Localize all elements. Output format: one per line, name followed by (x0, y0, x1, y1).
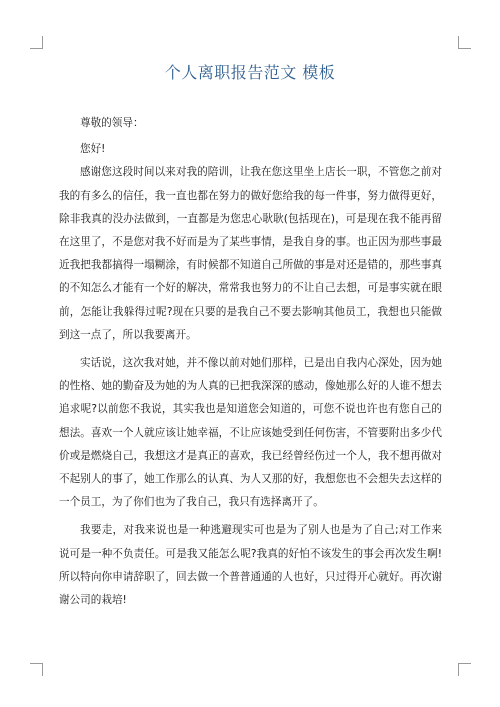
salutation: 尊敬的领导： (80, 117, 144, 129)
greeting: 您好! (80, 143, 106, 156)
document-title: 个人离职报告范文 模板 (164, 63, 336, 82)
crop-mark-bottom-right (458, 663, 471, 676)
paragraph-2: 实话说，这次我对她，并不像以前对她们那样，已是出自我内心深处，因为她的性格、她的勤奋及为她的为人真的已把我深深的感动，像她那么好的人谁不想去追求呢?以前您不我说，其实我也是知道您会知道的，可您不说也许也有您自己的想法。喜欢一个人就应该让她幸福，不让应该她受到任何伤害，不管要附出多少代价或是燃烧自己，我想这才是真正的喜欢，我已经曾经伤过一个人，我不想再做对不起别人的事了，她工作那么的认真、为人又那的好，我想您也不会想失去这样的一个员工，为了你们也为了我自己，我只有选择离开了。 (59, 357, 442, 509)
crop-mark-bottom-left (30, 663, 43, 676)
document-body (59, 112, 442, 612)
crop-mark-top-right (458, 36, 471, 49)
paragraph-1: 感谢您这段时间以来对我的陪训，让我在您这里坐上店长一职，不管您之前对我的有多么的信任，我一直也都在努力的做好您给我的每一件事，努力做得更好，除非我真的没办法做到，一直都是为您忠心耿耿(包括现在)，可是现在我不能再留在这里了，不是您对我不好而是为了某些事情，是我自身的事。也正因为那些事最近我把我都搞得一塌糊涂，有时候都不知道自己所做的事是对还是错的，那些事真的不知怎么才能有一个好的解决，常常我也努力的不让自己去想，可是事实就在眼前，怎能让我躲得过呢?现在只要的是我自己不要去影响其他员工，我想也只能做到这一点了，所以我要离开。 (59, 166, 442, 341)
paragraph-3: 我要走，对我来说也是一种逃避现实可也是为了别人也是为了自己;对工作来说可是一种不负责任。可是我又能怎么呢?我真的好怕不该发生的事会再次发生啊!所以特向你申请辞职了，回去做一个普普通通的人也好，只过得开心就好。再次谢谢公司的栽培! (59, 524, 442, 607)
crop-mark-top-left (30, 36, 43, 49)
